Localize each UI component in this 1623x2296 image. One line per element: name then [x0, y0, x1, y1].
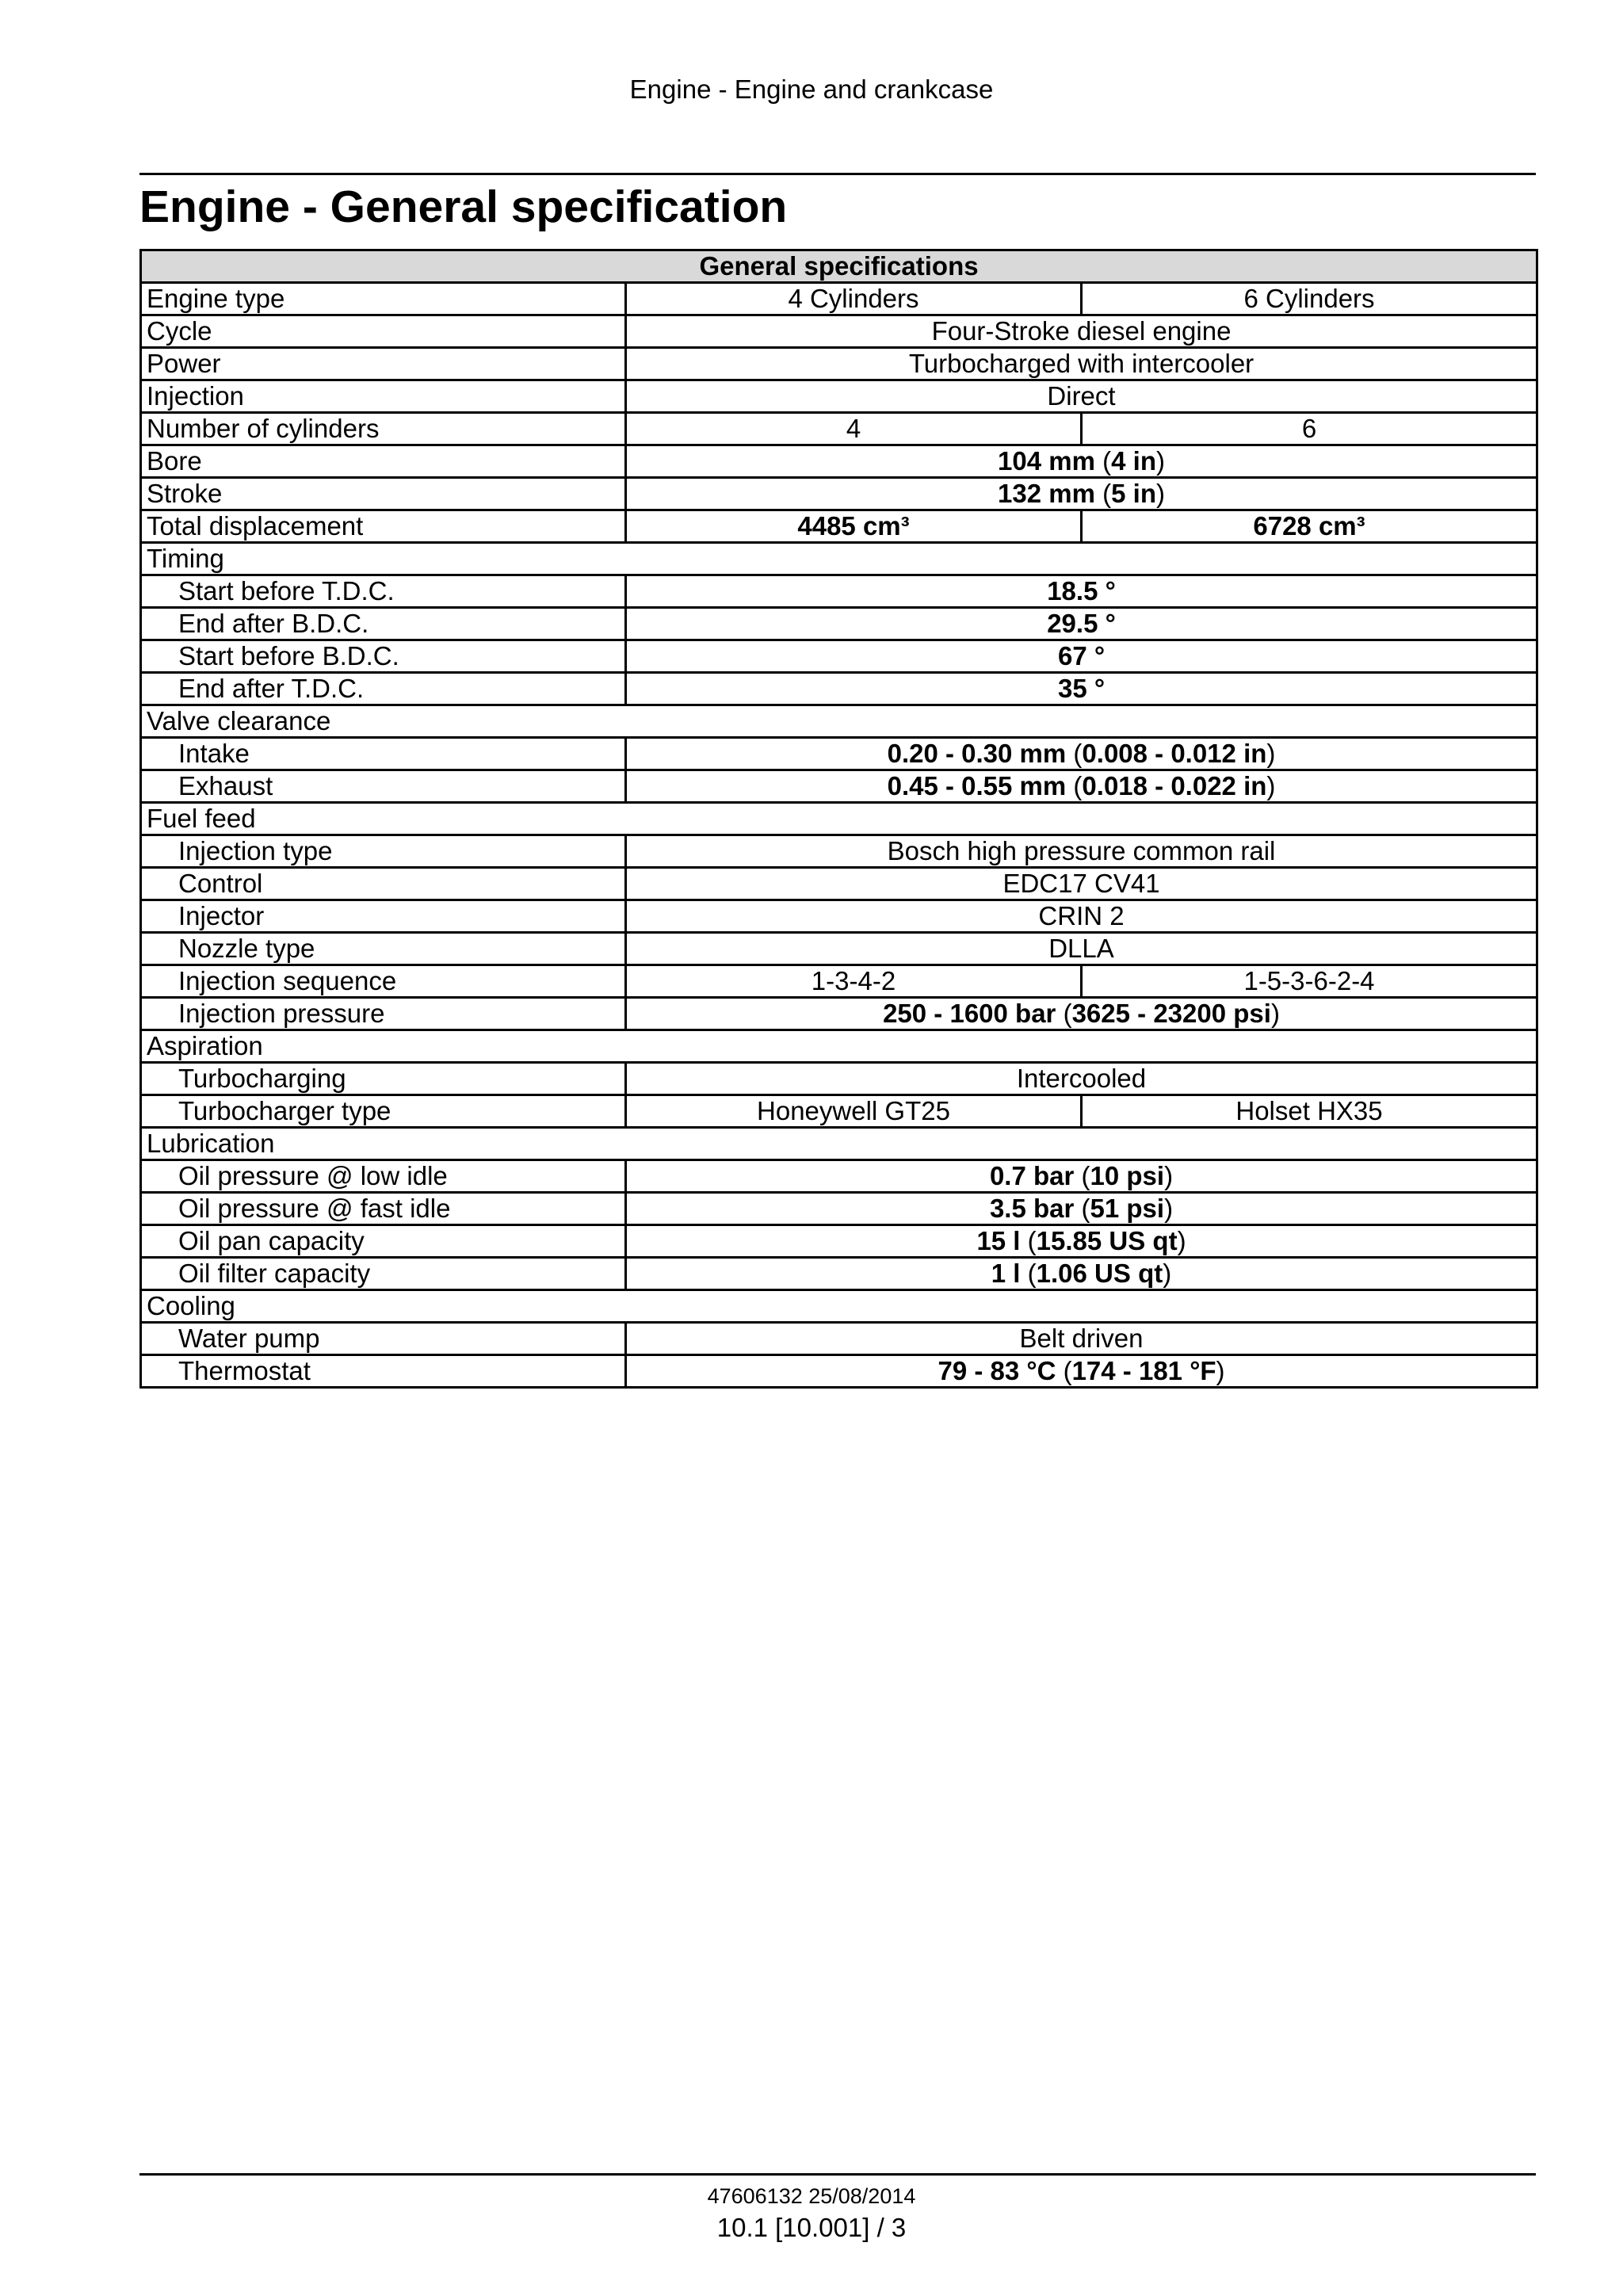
value-text: ) — [1155, 446, 1165, 476]
running-header: Engine - Engine and crankcase — [629, 74, 994, 104]
row-label: Cycle — [141, 315, 626, 348]
value-text: ) — [1266, 771, 1276, 800]
section-label: Fuel feed — [141, 803, 1537, 835]
value-text: ( — [1094, 479, 1112, 508]
value-cell: Turbocharged with intercooler — [626, 348, 1537, 380]
table-row — [141, 478, 1537, 510]
table-row — [141, 575, 1537, 608]
table-row — [141, 413, 1537, 445]
value-cell: 4 — [626, 413, 1082, 445]
value-bold: 1 l — [991, 1259, 1021, 1288]
section-label: Timing — [141, 543, 1537, 575]
value-bold: 132 mm — [998, 479, 1095, 508]
value-bold: 3.5 bar — [989, 1194, 1075, 1223]
value-cell: Four-Stroke diesel engine — [626, 315, 1537, 348]
value-cell — [626, 673, 1537, 705]
value-bold: 3625 - 23200 psi — [1071, 999, 1271, 1028]
row-label: Power — [141, 348, 626, 380]
value-text: ( — [1066, 771, 1083, 800]
table-row — [141, 738, 1537, 770]
value-cell — [626, 575, 1537, 608]
value-cell: Belt driven — [626, 1323, 1537, 1355]
value-bold: 4 in — [1111, 446, 1156, 476]
row-label: Intake — [141, 738, 626, 770]
value-bold: 4485 cm³ — [797, 511, 910, 541]
row-label: Oil pan capacity — [141, 1225, 626, 1258]
value-text: ( — [1020, 1259, 1037, 1288]
row-label: Thermostat — [141, 1355, 626, 1388]
value-cell: Honeywell GT25 — [626, 1095, 1082, 1128]
row-label: Start before T.D.C. — [141, 575, 626, 608]
table-heading-row — [141, 250, 1537, 283]
table-row — [141, 608, 1537, 640]
value-cell — [626, 1193, 1537, 1225]
value-cell: Holset HX35 — [1082, 1095, 1537, 1128]
value-text: ) — [1163, 1259, 1172, 1288]
value-bold: 5 in — [1111, 479, 1156, 508]
value-cell — [626, 1160, 1537, 1193]
table-row — [141, 835, 1537, 868]
value-cell: Intercooled — [626, 1063, 1537, 1095]
value-bold: 18.5 ° — [1047, 576, 1116, 606]
value-cell — [626, 1258, 1537, 1290]
value-text: ) — [1266, 739, 1276, 768]
value-bold: 0.018 - 0.022 in — [1082, 771, 1267, 800]
value-text: ( — [1056, 999, 1072, 1028]
table-row — [141, 770, 1537, 803]
table-row — [141, 868, 1537, 900]
value-bold: 79 - 83 °C — [938, 1356, 1056, 1385]
value-bold: 35 ° — [1057, 674, 1106, 703]
table-row — [141, 673, 1537, 705]
table-row — [141, 283, 1537, 315]
table-row — [141, 348, 1537, 380]
value-cell — [626, 770, 1537, 803]
value-cell: Direct — [626, 380, 1537, 413]
value-text: ( — [1074, 1161, 1090, 1190]
footer-divider — [139, 2173, 1536, 2176]
value-bold: 1.06 US qt — [1036, 1259, 1163, 1288]
row-label: Nozzle type — [141, 933, 626, 965]
page-title: Engine - General specification — [139, 181, 788, 232]
value-bold: 15 l — [976, 1226, 1021, 1255]
row-label: Number of cylinders — [141, 413, 626, 445]
value-cell — [626, 478, 1537, 510]
row-label: Engine type — [141, 283, 626, 315]
table-row — [141, 998, 1537, 1030]
value-bold: 29.5 ° — [1047, 609, 1116, 638]
value-bold: 174 - 181 °F — [1071, 1356, 1216, 1385]
table-row — [141, 380, 1537, 413]
value-text: ( — [1094, 446, 1112, 476]
value-bold: 104 mm — [998, 446, 1095, 476]
value-cell — [1082, 510, 1537, 543]
value-text: ) — [1164, 1194, 1174, 1223]
section-row — [141, 1128, 1537, 1160]
value-text: ( — [1074, 1194, 1090, 1223]
value-cell — [626, 445, 1537, 478]
value-cell: CRIN 2 — [626, 900, 1537, 933]
value-cell — [626, 1225, 1537, 1258]
row-label: Injection — [141, 380, 626, 413]
value-bold: 67 ° — [1057, 641, 1106, 670]
table-row — [141, 933, 1537, 965]
spec-table — [139, 249, 1538, 1389]
value-text: ) — [1177, 1226, 1186, 1255]
section-row — [141, 1290, 1537, 1323]
row-label: Oil pressure @ fast idle — [141, 1193, 626, 1225]
table-row — [141, 965, 1537, 998]
row-label: Oil pressure @ low idle — [141, 1160, 626, 1193]
value-bold: 15.85 US qt — [1036, 1226, 1178, 1255]
row-label: Total displacement — [141, 510, 626, 543]
value-text: ) — [1216, 1356, 1225, 1385]
value-cell — [626, 1355, 1537, 1388]
table-row — [141, 1323, 1537, 1355]
value-bold: 51 psi — [1090, 1194, 1165, 1223]
section-row — [141, 543, 1537, 575]
value-cell: 6 Cylinders — [1082, 283, 1537, 315]
value-cell — [626, 510, 1082, 543]
table-row — [141, 640, 1537, 673]
value-text: ( — [1056, 1356, 1072, 1385]
value-bold: 0.7 bar — [989, 1161, 1075, 1190]
section-row — [141, 1030, 1537, 1063]
value-cell: 6 — [1082, 413, 1537, 445]
value-text: ) — [1155, 479, 1165, 508]
value-cell — [626, 640, 1537, 673]
row-label: Control — [141, 868, 626, 900]
row-label: Bore — [141, 445, 626, 478]
value-bold: 0.20 - 0.30 mm — [887, 739, 1067, 768]
value-bold: 0.008 - 0.012 in — [1082, 739, 1267, 768]
header-divider — [139, 173, 1536, 175]
value-cell: 4 Cylinders — [626, 283, 1082, 315]
value-text: ( — [1020, 1226, 1037, 1255]
value-cell: 1-5-3-6-2-4 — [1082, 965, 1537, 998]
value-cell — [626, 738, 1537, 770]
row-label: Oil filter capacity — [141, 1258, 626, 1290]
row-label: End after T.D.C. — [141, 673, 626, 705]
table-row — [141, 1063, 1537, 1095]
row-label: Turbocharging — [141, 1063, 626, 1095]
section-label: Aspiration — [141, 1030, 1537, 1063]
table-row — [141, 1160, 1537, 1193]
table-row — [141, 510, 1537, 543]
section-label: Cooling — [141, 1290, 1537, 1323]
row-label: Turbocharger type — [141, 1095, 626, 1128]
table-row — [141, 1258, 1537, 1290]
value-bold: 0.45 - 0.55 mm — [887, 771, 1067, 800]
row-label: End after B.D.C. — [141, 608, 626, 640]
row-label: Water pump — [141, 1323, 626, 1355]
row-label: Start before B.D.C. — [141, 640, 626, 673]
table-row — [141, 1193, 1537, 1225]
value-cell: DLLA — [626, 933, 1537, 965]
value-cell: EDC17 CV41 — [626, 868, 1537, 900]
row-label: Exhaust — [141, 770, 626, 803]
table-row — [141, 315, 1537, 348]
section-label: Lubrication — [141, 1128, 1537, 1160]
value-bold: 250 - 1600 bar — [883, 999, 1056, 1028]
value-cell: 1-3-4-2 — [626, 965, 1082, 998]
table-row — [141, 445, 1537, 478]
value-text: ( — [1066, 739, 1083, 768]
section-label: Valve clearance — [141, 705, 1537, 738]
value-bold: 6728 cm³ — [1253, 511, 1365, 541]
footer-page-ref: 10.1 [10.001] / 3 — [716, 2213, 907, 2242]
value-bold: 10 psi — [1090, 1161, 1165, 1190]
value-text: ) — [1164, 1161, 1174, 1190]
table-row — [141, 1095, 1537, 1128]
row-label: Injection pressure — [141, 998, 626, 1030]
section-row — [141, 803, 1537, 835]
row-label: Stroke — [141, 478, 626, 510]
table-row — [141, 1225, 1537, 1258]
footer-doc-ref: 47606132 25/08/2014 — [707, 2184, 916, 2208]
value-text: ) — [1270, 999, 1280, 1028]
section-row — [141, 705, 1537, 738]
row-label: Injection type — [141, 835, 626, 868]
row-label: Injection sequence — [141, 965, 626, 998]
table-row — [141, 900, 1537, 933]
value-cell: Bosch high pressure common rail — [626, 835, 1537, 868]
table-row — [141, 1355, 1537, 1388]
value-cell — [626, 608, 1537, 640]
value-cell — [626, 998, 1537, 1030]
row-label: Injector — [141, 900, 626, 933]
table-heading: General specifications — [141, 250, 1537, 283]
